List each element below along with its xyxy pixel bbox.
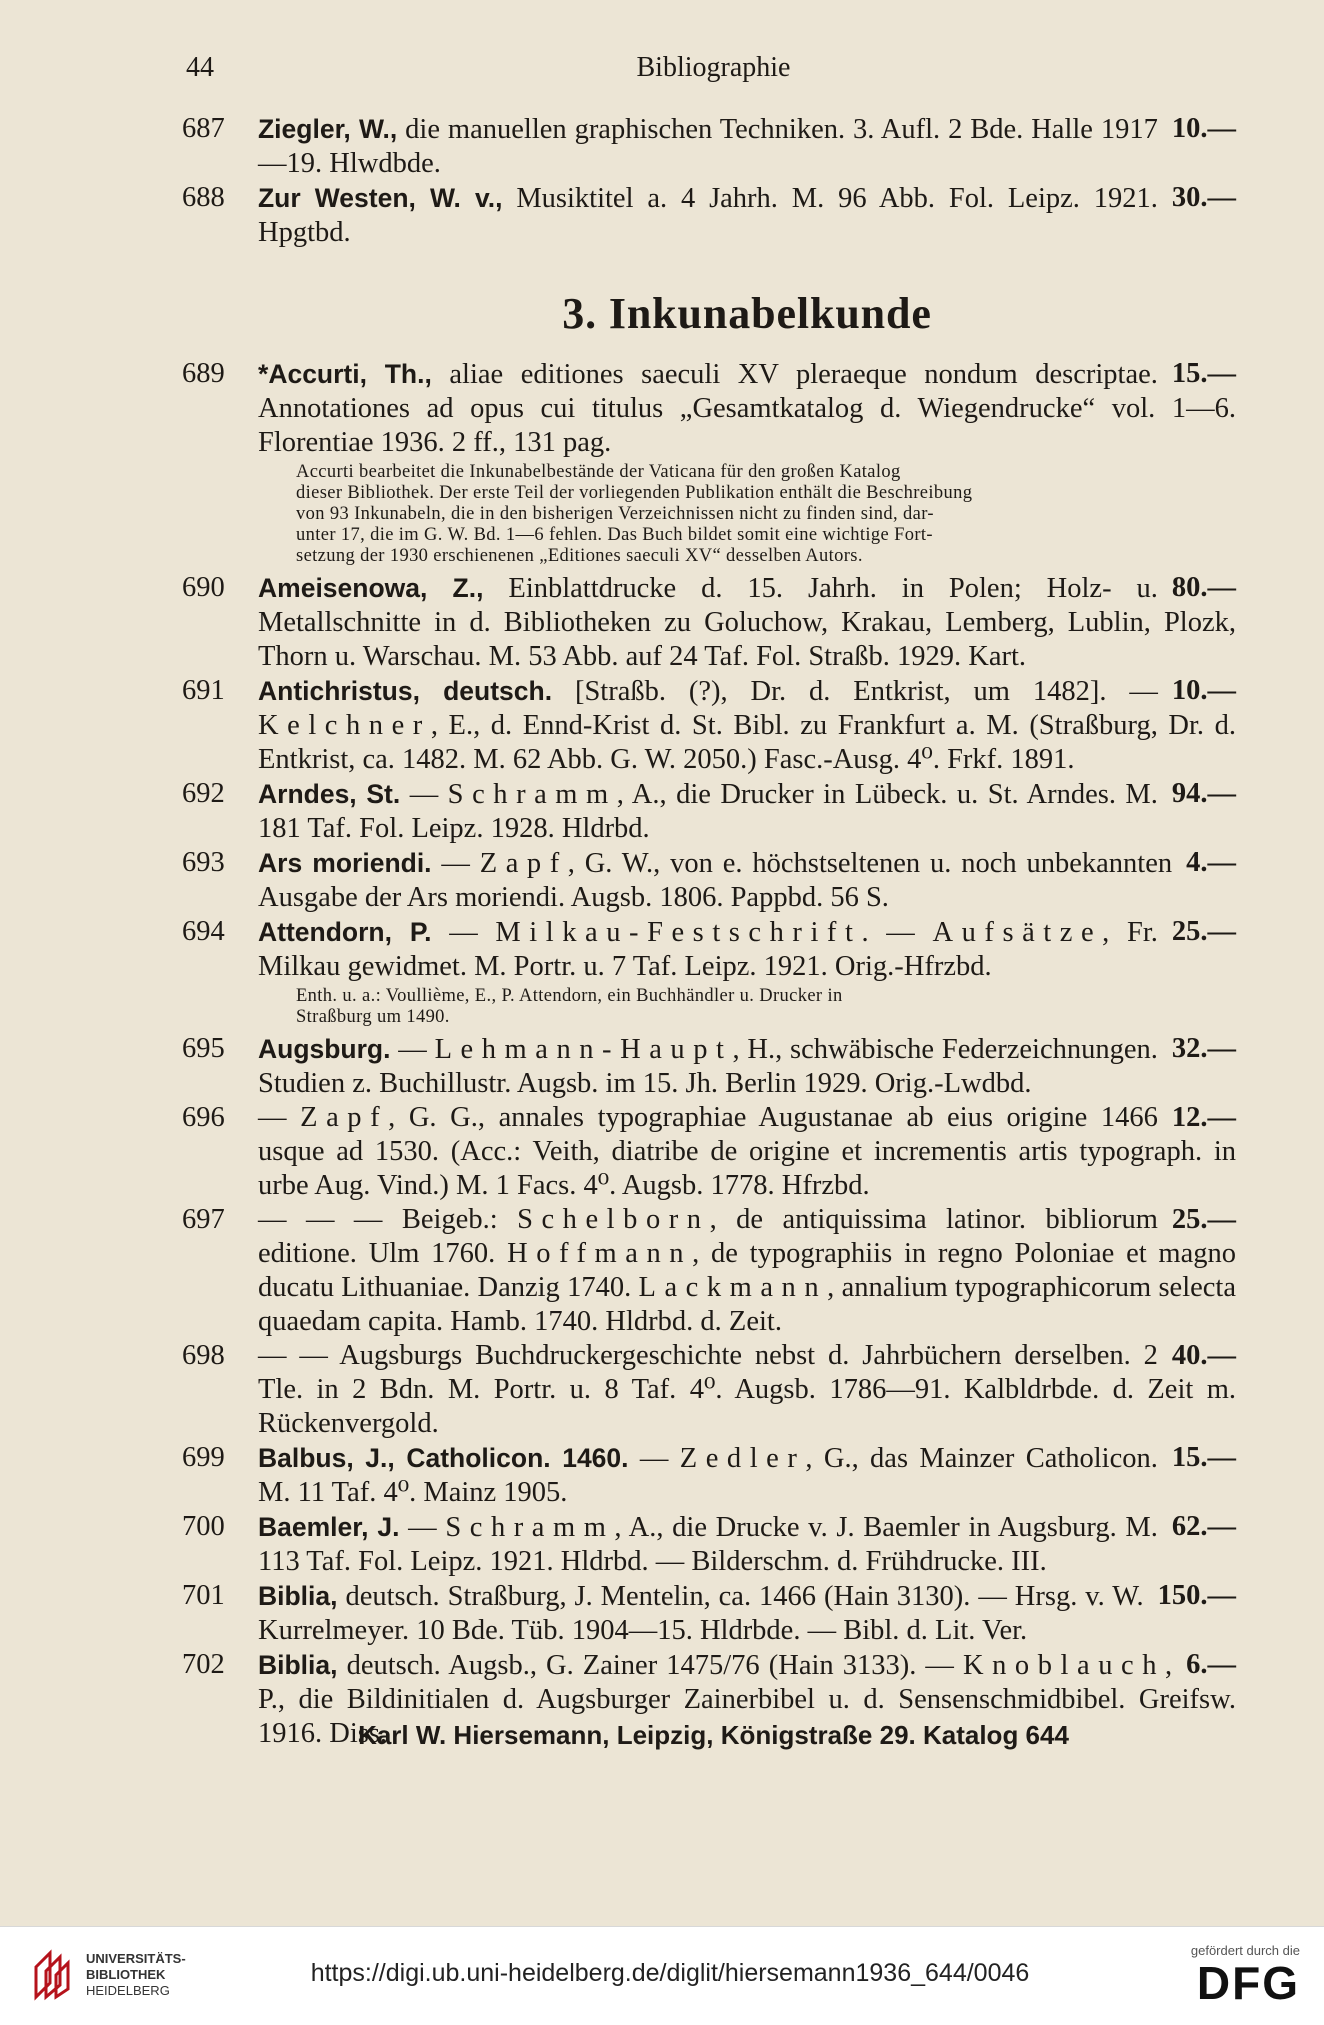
entry-text: [Straßb. (?), Dr. d. Entkrist, um 1482]. — — [552, 676, 1158, 707]
entry-author: Zur Westen, W. v., — [258, 183, 503, 213]
entries-list — [176, 112, 1236, 1751]
entry-text: , H., schwäbische Federzeichnungen. Studien z. Buchillustr. Augsb. im 15. Jh. Berlin 1929. Orig.-Lwdbd. — [258, 1034, 1158, 1099]
entry-number: 699 — [182, 1442, 225, 1473]
entry-text: , G., das Mainzer Catholicon. M. 11 Taf. 4⁰. Mainz 1905. — [258, 1443, 1158, 1508]
spaced-name: Zedler — [679, 1443, 806, 1474]
entry-number: 693 — [182, 847, 225, 878]
note-line: Enth. u. a.: Voullième, E., P. Attendorn, ein Buchhändler u. Drucker in — [296, 986, 843, 1006]
entry-price: 6.— — [1186, 1649, 1236, 1680]
entry-price: 62.— — [1171, 1511, 1236, 1542]
catalog-entry — [176, 357, 1236, 460]
entry-number: 690 — [182, 572, 225, 603]
library-logo-icon — [30, 1947, 74, 2003]
entry-number: 701 — [182, 1580, 225, 1611]
entry-price: 10.— — [1171, 113, 1236, 144]
catalog-entry — [176, 846, 1236, 915]
catalog-entry — [176, 181, 1236, 250]
entry-number: 696 — [182, 1102, 225, 1133]
entry-text: Einblattdrucke d. 15. Jahrh. in Polen; Holz- u. Metallschnitte in d. Bibliotheken zu Goluchow, Krakau, Lemberg, Lublin, Plozk, Thorn u. Warschau. M. 53 Abb. auf 24 Taf. Fol. Straßb. 1929. Kart. — [258, 573, 1236, 672]
entry-author: Ars moriendi. — [258, 848, 432, 878]
catalog-entry — [176, 112, 1236, 181]
spaced-name: Knoblauch — [963, 1650, 1165, 1681]
entry-text: , Fr. Milkau gewidmet. M. Portr. u. 7 Taf. Leipz. 1921. Orig.-Hfrzbd. — [258, 917, 1158, 982]
catalog-entry — [176, 571, 1236, 674]
spaced-name: Lehmann-Haupt — [434, 1034, 733, 1065]
entry-price: 30.— — [1171, 182, 1236, 213]
entry-text: — — Augsburgs Buchdruckergeschichte nebst d. Jahrbüchern derselben. 2 Tle. in 2 Bdn. M. Portr. u. 8 Taf. 4⁰. Augsb. 1786—91. Kalbldrbde. d. Zeit m. Rückenvergold. — [258, 1340, 1236, 1439]
entry-text: — — [399, 1512, 446, 1543]
catalog-entry — [176, 1510, 1236, 1579]
entries-before-section — [176, 112, 1236, 250]
spaced-name: Schramm — [445, 1512, 615, 1543]
page-header — [186, 52, 1241, 92]
entry-text: — — [431, 848, 480, 879]
entry-author: Antichristus, deutsch. — [258, 676, 553, 706]
catalog-entry — [176, 1101, 1236, 1203]
library-name-line2: BIBLIOTHEK — [86, 1967, 166, 1982]
entry-author: Augsburg. — [258, 1034, 391, 1064]
entry-price: 40.— — [1171, 1340, 1236, 1371]
entry-author: Ameisenowa, Z., — [258, 573, 484, 603]
entry-text: , G. G., annales typographiae Augustanae ab eius origine 1466 usque ad 1530. (Acc.: Veith, diatribe de origine et incrementis artis typograph. in urbe Aug. Vind.) M. 1 Facs. 4⁰. Augsb. 1778. Hfrzbd. — [258, 1102, 1236, 1201]
entry-text: deutsch. Augsb., G. Zainer 1475/76 (Hain 3133). — — [337, 1650, 963, 1681]
note-line: von 93 Inkunabeln, die in den bisherigen Verzeichnissen nicht zu finden sind, dar- — [296, 504, 934, 524]
entry-text: aliae editiones saeculi XV pleraeque nondum descriptae. Annotationes ad opus cui titulus „Gesamtkatalog d. Wiegendrucke“ vol. 1—6. Florentiae 1936. 2 ff., 131 pag. — [258, 359, 1236, 458]
entry-text: , E., d. Ennd-Krist d. St. Bibl. zu Frankfurt a. M. (Straßburg, Dr. d. Entkrist, ca. 1482. M. 62 Abb. G. W. 2050.) Fasc.-Ausg. 4⁰. Frkf. 1891. — [258, 710, 1236, 775]
viewer-bottom-bar — [0, 1926, 1324, 2025]
spaced-name: Aufsätze — [932, 917, 1103, 948]
entry-price: 25.— — [1171, 1204, 1236, 1235]
entry-number: 687 — [182, 113, 225, 144]
entry-text: — — [258, 1102, 301, 1133]
entry-text: , A., die Drucker in Lübeck. u. St. Arndes. M. 181 Taf. Fol. Leipz. 1928. Hldrbd. — [258, 779, 1158, 844]
entry-price: 12.— — [1171, 1102, 1236, 1133]
entry-price: 15.— — [1171, 1442, 1236, 1473]
spaced-name: Schramm — [447, 779, 617, 810]
spaced-name: Zapf — [300, 1102, 389, 1133]
entry-author: Ziegler, W., — [258, 114, 398, 144]
spaced-name: Hoffmann — [507, 1238, 693, 1269]
entry-price: 80.— — [1171, 572, 1236, 603]
entry-author: Arndes, St. — [258, 779, 401, 809]
entry-text: — — [431, 917, 496, 948]
entry-text: , P., die Bildinitialen d. Augsburger Zainerbibel u. d. Sensenschmidbibel. Greifsw. 1916. Diss. — [258, 1650, 1236, 1749]
spaced-name: Milkau-Festschrift — [495, 917, 862, 948]
entry-price: 4.— — [1186, 847, 1236, 878]
entry-text: — — [400, 779, 448, 810]
entry-text: — — [628, 1443, 680, 1474]
entry-price: 94.— — [1171, 778, 1236, 809]
entry-text: Musiktitel a. 4 Jahrh. M. 96 Abb. Fol. Leipz. 1921. Hpgtbd. — [258, 183, 1158, 248]
note-line: Accurti bearbeitet die Inkunabelbestände der Vaticana für den großen Katalog — [296, 462, 901, 482]
entry-text: deutsch. Straßburg, J. Mentelin, ca. 1466 (Hain 3130). — Hrsg. v. W. Kurrelmeyer. 10 Bde. Tüb. 1904—15. Hldrbde. — Bibl. d. Lit. Ver. — [258, 1581, 1144, 1646]
entry-text: . — — [861, 917, 933, 948]
library-name-line1: UNIVERSITÄTS- — [86, 1951, 186, 1966]
entry-author: Biblia, — [258, 1581, 338, 1611]
library-name — [86, 1951, 186, 1999]
entry-number: 700 — [182, 1511, 225, 1542]
permalink-url[interactable]: https://digi.ub.uni-heidelberg.de/diglit/hiersemann1936_644/0046 — [310, 1959, 1030, 1987]
entry-number: 691 — [182, 675, 225, 706]
entry-price: 10.— — [1171, 675, 1236, 706]
catalog-entry — [176, 1339, 1236, 1441]
catalog-entry — [176, 1032, 1236, 1101]
entry-author: Baemler, J. — [258, 1512, 400, 1542]
spaced-name: Lackmann — [638, 1272, 828, 1303]
entry-price: 150.— — [1157, 1580, 1236, 1611]
funder-note: gefördert durch die — [1190, 1943, 1300, 1958]
entry-author: Biblia, — [258, 1650, 338, 1680]
section-title: 3. Inkunabelkunde — [562, 289, 932, 338]
entry-note — [176, 462, 1236, 567]
entry-number: 688 — [182, 182, 225, 213]
entry-author: Attendorn, P. — [258, 917, 432, 947]
catalog-entry — [176, 1203, 1236, 1339]
publisher-footer: Karl W. Hiersemann, Leipzig, Königstraße 29. Katalog 644 — [358, 1720, 1069, 1750]
entry-price: 15.— — [1171, 358, 1236, 389]
entry-text: die manuellen graphischen Techniken. 3. Aufl. 2 Bde. Halle 1917—19. Hlwdbde. — [258, 114, 1158, 179]
entry-text: , A., die Drucke v. J. Baemler in Augsburg. M. 113 Taf. Fol. Leipz. 1921. Hldrbd. — Bilderschm. d. Frühdrucke. III. — [258, 1512, 1158, 1577]
page-number: 44 — [186, 52, 214, 83]
spaced-name: Zapf — [479, 848, 568, 879]
note-line: unter 17, die im G. W. Bd. 1—6 fehlen. Das Buch bildet somit eine wichtige Fort- — [296, 525, 933, 545]
entry-text: , G. W., von e. höchstseltenen u. noch unbekannten Ausgabe der Ars moriendi. Augsb. 1806. Pappbd. 56 S. — [258, 848, 1173, 913]
entry-text: , de typographiis in regno Poloniae et magno ducatu Lithuaniae. Danzig 1740. — [258, 1238, 1236, 1303]
entry-price: 32.— — [1171, 1033, 1236, 1064]
entry-number: 689 — [182, 358, 225, 389]
entry-number: 692 — [182, 778, 225, 809]
catalog-entry — [176, 777, 1236, 846]
entry-number: 697 — [182, 1204, 225, 1235]
spaced-name: Kelchner — [258, 710, 431, 741]
catalog-entry — [176, 1579, 1236, 1648]
spaced-name: Schelborn — [517, 1204, 710, 1235]
entry-author: *Accurti, Th., — [258, 359, 432, 389]
entry-number: 695 — [182, 1033, 225, 1064]
note-line: setzung der 1930 erschienenen „Editiones saeculi XV“ desselben Autors. — [296, 546, 863, 566]
library-name-line3: HEIDELBERG — [86, 1983, 170, 1998]
running-head: Bibliographie — [636, 52, 791, 83]
catalog-entry — [176, 915, 1236, 984]
entry-text: — — [390, 1034, 435, 1065]
entry-text: , de antiquissima latinor. bibliorum editione. Ulm 1760. — [258, 1204, 1158, 1269]
entry-text: , annalium typographicorum selecta quaedam capita. Hamb. 1740. Hldrbd. d. Zeit. — [258, 1272, 1236, 1337]
entry-note — [176, 986, 1236, 1028]
dfg-logo-icon: DFG — [1196, 1957, 1300, 2009]
entry-author: Balbus, J., Catholicon. 1460. — [258, 1443, 629, 1473]
entry-price: 25.— — [1171, 916, 1236, 947]
entry-number: 698 — [182, 1340, 225, 1371]
entries-section — [176, 357, 1236, 1751]
funder-logo — [1170, 1943, 1300, 2008]
catalog-entry — [176, 1441, 1236, 1510]
entry-text: — — — Beigeb.: — [258, 1204, 518, 1235]
note-line: Straßburg um 1490. — [296, 1007, 450, 1027]
entry-number: 702 — [182, 1649, 225, 1680]
note-line: dieser Bibliothek. Der erste Teil der vorliegenden Publikation enthält die Beschreibung — [296, 483, 973, 503]
entry-number: 694 — [182, 916, 225, 947]
catalog-entry — [176, 674, 1236, 777]
